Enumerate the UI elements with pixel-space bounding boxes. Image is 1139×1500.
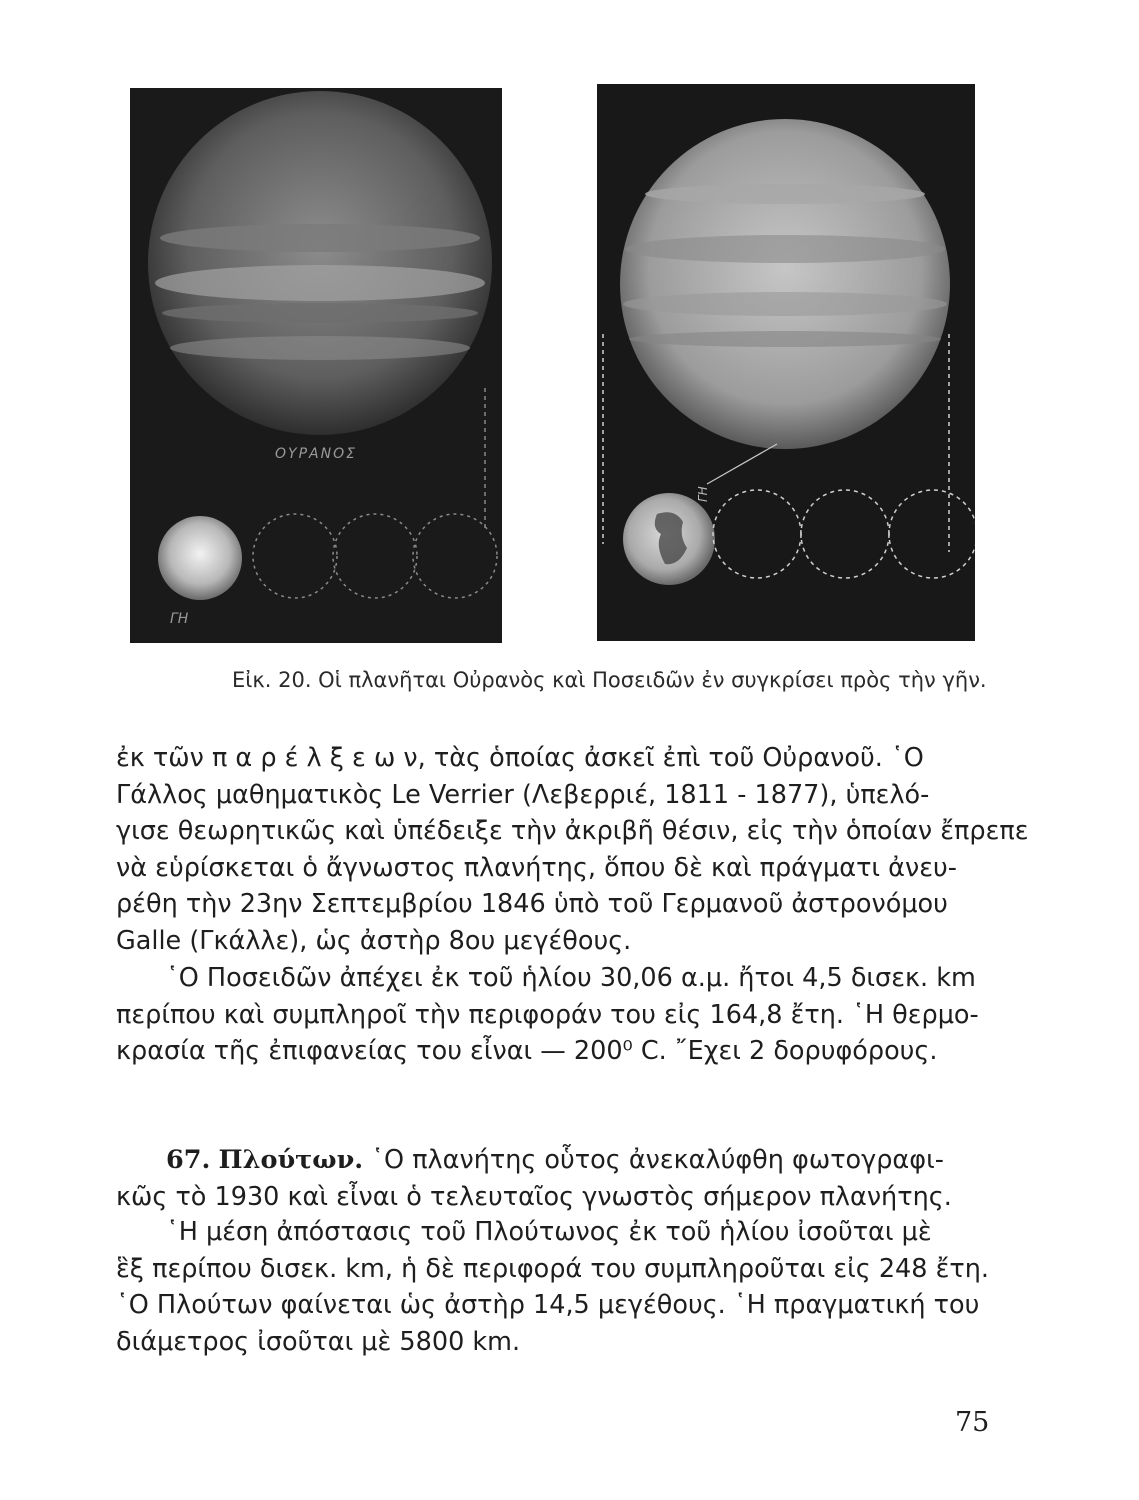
text-line: γισε θεωρητικῶς καὶ ὑπέδειξε τὴν ἀκριβῆ θέσιν, εἰς τὴν ὁποίαν ἔπρεπε <box>116 816 1029 846</box>
neptune-disc <box>620 119 950 449</box>
text-line: νὰ εὑρίσκεται ὁ ἄγνωστος πλανήτης, ὅπου δὲ καὶ πράγματι ἀνευ- <box>116 852 957 883</box>
text-line: διάμετρος ἰσοῦται μὲ 5800 km. <box>116 1326 521 1357</box>
section-pluto <box>116 1142 996 1215</box>
text-line: ῾Ο Ποσειδῶν ἀπέχει ἐκ τοῦ ἡλίου 30,06 α.μ. ἤτοι 4,5 δισεκ. km <box>166 963 976 993</box>
text-line: Galle (Γκάλλε), ὡς ἀστὴρ 8ου μεγέθους. <box>116 925 632 956</box>
section-heading-paragraph <box>116 1142 996 1215</box>
paragraph-body <box>116 960 996 1070</box>
uranus-label: ΟΥΡΑΝΟΣ <box>275 446 357 462</box>
neptune-photo <box>597 84 975 641</box>
page-number: 75 <box>955 1407 990 1438</box>
section-heading-line <box>116 1142 996 1179</box>
section-number: 67. <box>166 1145 211 1175</box>
uranus-disc <box>148 91 492 435</box>
text-line: ρέθη τὴν 23ην Σεπτεμβρίου 1846 ὑπὸ τοῦ Γερμανοῦ ἀστρονόμου <box>116 889 948 919</box>
neptune-illustration <box>597 84 975 641</box>
text-line: ἐκ τῶν π α ρ έ λ ξ ε ω ν, τὰς ὁποίας ἀσκεῖ ἐπὶ τοῦ Οὐρανοῦ. ῾Ο <box>116 743 924 773</box>
figure-caption: Εἰκ. 20. Οἱ πλανῆται Οὐρανὸς καὶ Ποσειδῶν ἐν συγκρίσει πρὸς τὴν γῆν. <box>232 668 987 692</box>
uranus-illustration <box>130 88 502 643</box>
earth-label-left: ΓΗ <box>170 611 189 627</box>
paragraph-body <box>116 1214 996 1360</box>
section-title: Πλούτων. <box>218 1145 364 1175</box>
figure-20 <box>0 0 1139 692</box>
uranus-photo <box>130 88 502 643</box>
paragraph-pluto <box>116 1214 996 1360</box>
text-line: ῾Η μέση ἀπόστασις τοῦ Πλούτωνος ἐκ τοῦ ἡλίου ἰσοῦται μὲ <box>166 1217 932 1247</box>
earth-disc <box>158 516 242 600</box>
text-line: ῾Ο πλανήτης οὗτος ἀνεκαλύφθη φωτογραφι- <box>371 1145 944 1175</box>
text-line: περίπου καὶ συμπληροῖ τὴν περιφοράν του εἰς 164,8 ἔτη. ῾Η θερμο- <box>116 999 979 1030</box>
text-line: κρασία τῆς ἐπιφανείας του εἶναι — 200⁰ C. ῎Εχει 2 δορυφόρους. <box>116 1036 938 1066</box>
text-line: κῶς τὸ 1930 καὶ εἶναι ὁ τελευταῖος γνωστὸς σήμερον πλανήτης. <box>116 1181 952 1212</box>
earth-label-right: ΓΗ <box>696 486 710 502</box>
paragraph-neptune <box>116 960 996 1070</box>
text-line: ἓξ περίπου δισεκ. km, ἡ δὲ περιφορά του συμπληροῦται εἰς 248 ἔτη. <box>116 1253 990 1284</box>
paragraph-le-verrier <box>116 740 1029 959</box>
paragraph-body <box>116 740 1029 959</box>
text-line: Γάλλος μαθηματικὸς Le Verrier (Λεβερριέ, 1811 - 1877), ὑπελό- <box>116 779 930 810</box>
text-line: ῾Ο Πλούτων φαίνεται ὡς ἀστὴρ 14,5 μεγέθους. ῾Η πραγματική του <box>116 1290 980 1320</box>
